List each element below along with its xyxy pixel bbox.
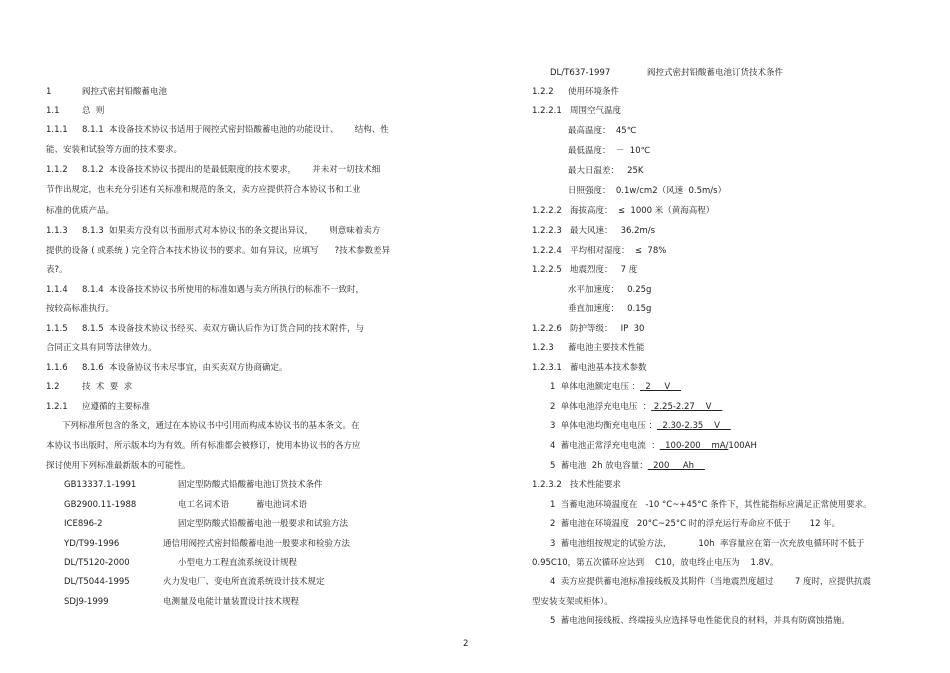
- line-text: 最低温度： － 10℃: [568, 146, 651, 156]
- text-line: [46, 343, 157, 354]
- text-line: [64, 480, 136, 491]
- line-text: 火力发电厂、变电所直流系统设计技术规定: [163, 577, 325, 587]
- underlined-value: 2 V: [640, 382, 681, 392]
- text-line: [550, 441, 757, 452]
- text-line: [550, 68, 610, 79]
- underlined-value: 2.30-2.35 V: [657, 421, 731, 431]
- text-line: [178, 480, 323, 491]
- line-text: 5 蓄电池 2h 放电容量：: [550, 461, 648, 471]
- unit-text: 100AH: [728, 441, 757, 451]
- line-text: 探讨使用下列标准最新版本的可能性。: [46, 461, 191, 471]
- underlined-value: 2.25-2.27 V: [651, 402, 723, 412]
- text-line: [532, 558, 778, 569]
- section-number: 1.1.6: [46, 363, 68, 373]
- text-line: [532, 246, 666, 257]
- text-line: [550, 402, 722, 413]
- text-line: [64, 577, 130, 588]
- line-text: 8.1.4 本设备技术协议书所使用的标准如遇与卖方所执行的标准不一致时，: [82, 285, 365, 295]
- text-line: [46, 461, 191, 472]
- section-number: 1.2.2.1: [532, 106, 562, 116]
- line-text: 提供的设备 ( 或系统 ) 完全符合本技术协议书的要求。如有异议，应填写 ?技术参数差异: [46, 246, 391, 256]
- text-line: [46, 106, 104, 117]
- line-text: 地震烈度： 7 度: [570, 265, 638, 275]
- text-line: [550, 539, 864, 550]
- text-line: [46, 324, 364, 335]
- line-text: 3 单体电池均衡充电电压 ：: [550, 421, 658, 431]
- text-line: [46, 165, 380, 176]
- text-line: [568, 146, 650, 157]
- text-line: [46, 285, 364, 296]
- section-number: 1.2.2.3: [532, 226, 562, 236]
- text-line: [46, 441, 361, 452]
- text-line: [568, 285, 651, 296]
- line-text: 8.1.3 如果卖方没有以书面形式对本协议书的条文提出异议， 则意味着卖方: [82, 226, 381, 236]
- section-number: 1.2.1: [46, 402, 68, 412]
- line-text: 标准的优质产品。: [46, 206, 115, 216]
- line-text: 蓄电池基本技术参数: [570, 363, 647, 373]
- text-line: [550, 519, 840, 530]
- line-text: 垂直加速度： 0.15g: [568, 304, 652, 314]
- text-line: [550, 577, 871, 588]
- underlined-value: 100-200 mA/: [659, 441, 729, 451]
- section-number: 1.2.3.2: [532, 480, 562, 490]
- text-line: [550, 616, 850, 627]
- text-line: [550, 461, 705, 472]
- line-text: 本协议书出版时，所示版本均为有效。所有标准都会被修订，使用本协议书的各方应: [46, 441, 361, 451]
- line-text: 技 术 要 求: [82, 382, 133, 392]
- line-text: 1 单体电池额定电压 ：: [550, 382, 641, 392]
- text-line: [178, 500, 307, 511]
- text-line: [550, 500, 872, 511]
- text-line: [62, 421, 360, 432]
- text-line: [568, 126, 636, 137]
- line-text: 周围空气温度: [570, 106, 622, 116]
- line-text: 阀控式密封铅酸蓄电池: [82, 87, 168, 97]
- line-text: 水平加速度： 0.25g: [568, 285, 652, 295]
- section-number: 1.2: [46, 382, 60, 392]
- line-text: 使用环境条件: [568, 87, 620, 97]
- text-line: [532, 106, 621, 117]
- section-number: 1.2.2.2: [532, 206, 562, 216]
- text-line: [532, 265, 637, 276]
- line-text: 8.1.5 本设备技术协议书经买、卖双方确认后作为订货合同的技术附件，与: [82, 324, 365, 334]
- section-number: 1.2.2.4: [532, 246, 562, 256]
- text-line: [532, 324, 644, 335]
- line-text: 最高温度： 45℃: [568, 126, 637, 136]
- line-text: 8.1.1 本设备技术协议书适用于阀控式密封铅酸蓄电池的功能设计、 结构、性: [82, 125, 389, 135]
- text-line: [46, 402, 150, 413]
- line-text: 技术性能要求: [570, 480, 622, 490]
- line-text: GB2900.11-1988: [64, 500, 137, 510]
- text-line: [568, 304, 651, 315]
- section-number: 1.2.2.5: [532, 265, 562, 275]
- section-number: 1: [46, 87, 52, 97]
- line-text: 平均相对湿度： ≤ 78%: [570, 246, 667, 256]
- text-line: [64, 539, 119, 550]
- line-text: 日照强度： 0.1w/cm2（风速 0.5m/s）: [568, 186, 727, 196]
- line-text: 5 蓄电池间接线板、终端接头应选择导电性能优良的材料，并具有防腐蚀措施。: [550, 616, 850, 626]
- text-line: [568, 166, 644, 177]
- line-text: 蓄电池主要技术性能: [568, 343, 645, 353]
- text-line: [178, 519, 348, 530]
- line-text: 总 则: [82, 106, 105, 116]
- line-text: 3 蓄电池组按规定的试验方法， 10h 率容量应在第一次充放电循环时不低于: [550, 539, 865, 549]
- line-text: ICE896-2: [64, 519, 103, 529]
- line-text: 应遵循的主要标准: [82, 402, 151, 412]
- text-line: [550, 382, 681, 393]
- line-text: 1 当蓄电池环境温度在 -10 °C~+45°C 条件下，其性能指标应满足正常使用要求。: [550, 500, 872, 510]
- text-line: [647, 68, 783, 79]
- section-number: 1.2.3.1: [532, 363, 562, 373]
- line-text: 防护等级： IP 30: [570, 324, 645, 334]
- line-text: 固定型防酸式铅酸蓄电池订货技术条件: [178, 480, 323, 490]
- text-line: [46, 206, 114, 217]
- line-text: 2 单体电池浮充电电压 ：: [550, 402, 652, 412]
- line-text: DL/T5044-1995: [64, 577, 130, 587]
- text-line: [64, 558, 130, 569]
- line-text: 4 蓄电池正常浮充电电流 ：: [550, 441, 660, 451]
- section-number: 1.1.3: [46, 226, 68, 236]
- text-line: [163, 539, 350, 550]
- section-number: 1.2.2.6: [532, 324, 562, 334]
- line-text: 小型电力工程直流系统设计规程: [178, 558, 298, 568]
- line-text: 型安装支架或柜体）。: [532, 597, 613, 607]
- line-text: 阀控式密封铅酸蓄电池订货技术条件: [647, 68, 784, 78]
- section-number: 1.2.2: [532, 87, 554, 97]
- text-line: [46, 304, 114, 315]
- text-line: [532, 363, 647, 374]
- text-line: [46, 382, 132, 393]
- text-line: [178, 558, 297, 569]
- text-line: [46, 246, 390, 257]
- section-number: 1.1.1: [46, 125, 68, 135]
- underlined-value: 200 Ah: [647, 461, 705, 471]
- text-line: [46, 265, 68, 276]
- line-text: 下列标准所包含的条文，通过在本协议书中引用而构成本协议书的基本条文。在: [62, 421, 360, 431]
- line-text: 节作出规定，也未充分引述有关标准和规范的条文，卖方应提供符合本协议书和工业: [46, 185, 361, 195]
- text-line: [532, 597, 613, 608]
- page-number: 2: [463, 639, 469, 649]
- line-text: 0.95C10，第五次循环应达到 C10，放电终止电压为 1.8V。: [532, 558, 779, 568]
- text-line: [532, 343, 645, 354]
- line-text: 合同正文具有同等法律效力。: [46, 343, 157, 353]
- text-line: [64, 597, 109, 608]
- line-text: 8.1.6 本设备协议书未尽事宜，由买卖双方协商确定。: [82, 363, 288, 373]
- text-line: [64, 500, 136, 511]
- text-line: [532, 206, 714, 217]
- text-line: [532, 226, 655, 237]
- text-line: [46, 226, 380, 237]
- line-text: 电工名词术语 蓄电池词术语: [178, 500, 308, 510]
- line-text: GB13337.1-1991: [64, 480, 137, 490]
- line-text: 通信用阀控式密封铅酸蓄电池一般要求和检验方法: [163, 539, 351, 549]
- line-text: 8.1.2 本设备技术协议书提出的是最低限度的技术要求， 并未对一切技术细: [82, 165, 381, 175]
- text-line: [568, 186, 726, 197]
- line-text: YD/T99-1996: [64, 539, 120, 549]
- text-line: [46, 125, 389, 136]
- line-text: 表?。: [46, 265, 68, 275]
- text-line: [532, 87, 619, 98]
- text-line: [64, 519, 103, 530]
- line-text: 最大日温差： 25K: [568, 166, 644, 176]
- text-line: [163, 577, 325, 588]
- section-number: 1.1.4: [46, 285, 68, 295]
- text-line: [532, 480, 621, 491]
- line-text: 4 卖方应提供蓄电池标准接线板及其附件（当地震烈度超过 7 度时，应提供抗震: [550, 577, 872, 587]
- text-line: [163, 597, 299, 608]
- line-text: 海拔高度： ≤ 1000 米（黄海高程）: [570, 206, 715, 216]
- line-text: 能、安装和试验等方面的技术要求。: [46, 145, 183, 155]
- line-text: SDJ9-1999: [64, 597, 109, 607]
- line-text: DL/T5120-2000: [64, 558, 130, 568]
- text-line: [46, 363, 288, 374]
- section-number: 1.1.2: [46, 165, 68, 175]
- section-number: 1.1: [46, 106, 60, 116]
- line-text: 按较高标准执行。: [46, 304, 115, 314]
- text-line: [46, 145, 182, 156]
- line-text: 电测量及电能计量装置设计技术规程: [163, 597, 300, 607]
- text-line: [46, 185, 361, 196]
- section-number: 1.1.5: [46, 324, 68, 334]
- section-number: 1.2.3: [532, 343, 554, 353]
- line-text: 最大风速： 36.2m/s: [570, 226, 656, 236]
- text-line: [46, 87, 167, 98]
- line-text: DL/T637-1997: [550, 68, 611, 78]
- line-text: 2 蓄电池在环境温度 20°C~25°C 时的浮充运行寿命应不低于 12 年。: [550, 519, 841, 529]
- text-line: [550, 421, 731, 432]
- line-text: 固定型防酸式铅酸蓄电池一般要求和试验方法: [178, 519, 349, 529]
